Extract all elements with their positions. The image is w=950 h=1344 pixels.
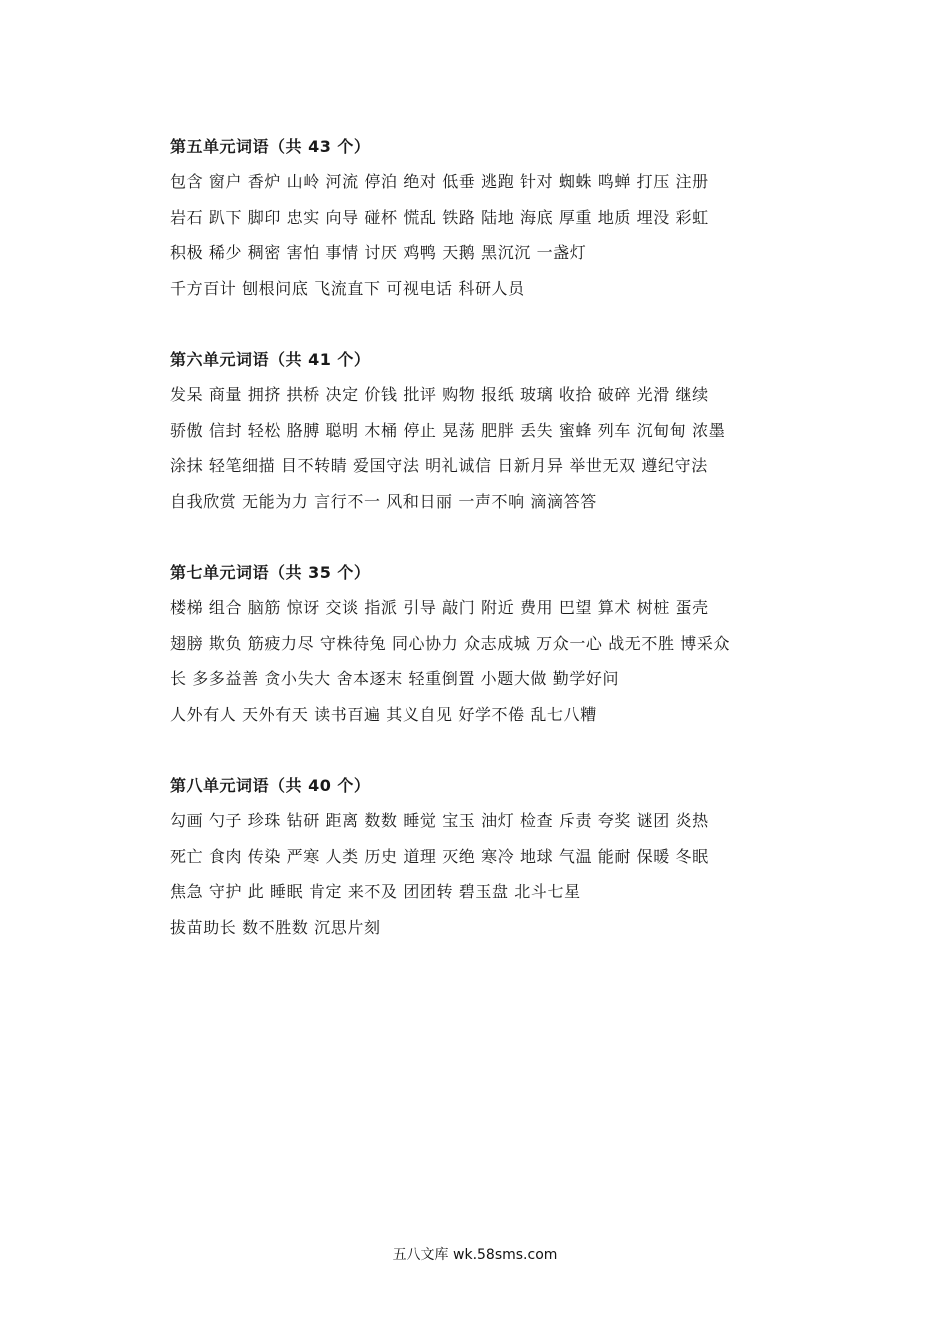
unit-8-heading: 第八单元词语（共 40 个） [170, 776, 371, 795]
unit-8-line-2: 死亡 食肉 传染 严寒 人类 历史 道理 灭绝 寒冷 地球 气温 能耐 保暖 冬眠 [170, 846, 709, 866]
unit-6-section [170, 347, 810, 524]
unit-5-section [170, 134, 810, 311]
unit-6-line-3: 涂抹 轻笔细描 目不转睛 爱国守法 明礼诚信 日新月异 举世无双 遵纪守法 [170, 456, 708, 475]
unit-6-line-2: 骄傲 信封 轻松 胳膊 聪明 木桶 停止 晃荡 肥胖 丢失 蜜蜂 列车 沉甸甸 浓墨 [170, 420, 726, 440]
unit-6-heading: 第六单元词语（共 41 个） [170, 350, 371, 369]
unit-5-line-3: 积极 稀少 稠密 害怕 事情 讨厌 鸡鸭 天鹅 黑沉沉 一盏灯 [170, 243, 587, 262]
unit-7-section [170, 560, 810, 737]
unit-7-line-1: 楼梯 组合 脑筋 惊讶 交谈 指派 引导 敲门 附近 费用 巴望 算术 树桩 蛋壳 [170, 598, 709, 617]
unit-8-line-1: 勾画 勺子 珍珠 钻研 距离 数数 睡觉 宝玉 油灯 检查 斥责 夸奖 谜团 炎热 [170, 811, 709, 830]
unit-7-line-2: 翅膀 欺负 筋疲力尽 守株待兔 同心协力 众志成城 万众一心 战无不胜 博采众 [170, 633, 731, 653]
unit-7-line-3: 长 多多益善 贪小失大 舍本逐末 轻重倒置 小题大做 勤学好问 [170, 669, 620, 688]
unit-8-section [170, 773, 810, 950]
unit-5-line-1: 包含 窗户 香炉 山岭 河流 停泊 绝对 低垂 逃跑 针对 蜘蛛 鸣蝉 打压 注册 [170, 172, 709, 191]
unit-6-line-4: 自我欣赏 无能为力 言行不一 风和日丽 一声不响 滴滴答答 [170, 491, 597, 511]
unit-7-line-4: 人外有人 天外有天 读书百遍 其义自见 好学不倦 乱七八糟 [170, 704, 597, 724]
unit-6-line-1: 发呆 商量 拥挤 拱桥 决定 价钱 批评 购物 报纸 玻璃 收拾 破碎 光滑 继续 [170, 385, 709, 404]
unit-8-line-4: 拔苗助长 数不胜数 沉思片刻 [170, 917, 381, 937]
unit-7-heading: 第七单元词语（共 35 个） [170, 563, 371, 582]
unit-5-line-4: 千方百计 刨根问底 飞流直下 可视电话 科研人员 [170, 278, 525, 298]
unit-5-line-2: 岩石 趴下 脚印 忠实 向导 碰杯 慌乱 铁路 陆地 海底 厚重 地质 埋没 彩虹 [170, 207, 709, 227]
footer-watermark: 五八文库 wk.58sms.com [392, 1247, 558, 1263]
unit-8-line-3: 焦急 守护 此 睡眠 肯定 来不及 团团转 碧玉盘 北斗七星 [170, 882, 581, 901]
unit-5-heading: 第五单元词语（共 43 个） [170, 137, 371, 156]
